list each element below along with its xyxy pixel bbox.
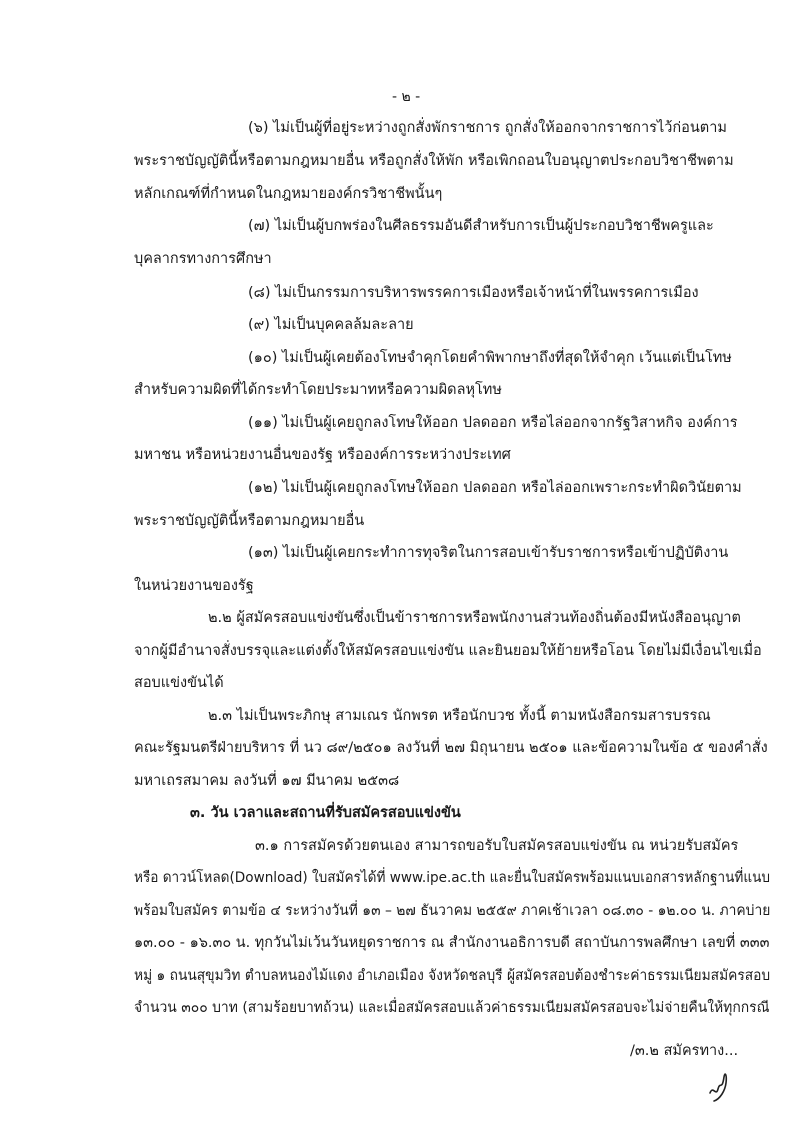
text-line: มหาชน หรือหน่วยงานอื่นของรัฐ หรือองค์การระหว่างประเทศ: [134, 447, 511, 463]
signature-mark: [704, 1063, 734, 1103]
text-line: (๑๒) ไม่เป็นผู้เคยถูกลงโทษให้ออก ปลดออก หรือไล่ออกเพราะกระทำผิดวินัยตาม: [248, 480, 742, 496]
text-line: ๒.๓ ไม่เป็นพระภิกษุ สามเณร นักพรต หรือนักบวช ทั้งนี้ ตามหนังสือกรมสารบรรณ: [208, 708, 711, 724]
section-heading: ๓. วัน เวลาและสถานที่รับสมัครสอบแข่งขัน: [190, 805, 461, 821]
text-line: (๑๐) ไม่เป็นผู้เคยต้องโทษจำคุกโดยคำพิพากษาถึงที่สุดให้จำคุก เว้นแต่เป็นโทษ: [248, 350, 732, 366]
text-line: (๑๓) ไม่เป็นผู้เคยกระทำการทุจริตในการสอบเข้ารับราชการหรือเข้าปฏิบัติงาน: [248, 545, 729, 561]
text-line: พระราชบัญญัตินี้หรือตามกฎหมายอื่น หรือถูกสั่งให้พัก หรือเพิกถอนใบอนุญาตประกอบวิชาชีพตาม: [134, 153, 734, 169]
continuation-note: /๓.๒ สมัครทาง...: [630, 1043, 739, 1059]
text-line: (๖) ไม่เป็นผู้ที่อยู่ระหว่างถูกสั่งพักราชการ ถูกสั่งให้ออกจากราชการไว้ก่อนตาม: [248, 120, 727, 136]
text-line: (๑๑) ไม่เป็นผู้เคยถูกลงโทษให้ออก ปลดออก หรือไล่ออกจากรัฐวิสาหกิจ องค์การ: [248, 415, 738, 431]
text-line: (๘) ไม่เป็นกรรมการบริหารพรรคการเมืองหรือเจ้าหน้าที่ในพรรคการเมือง: [248, 285, 699, 301]
text-line: พระราชบัญญัตินี้หรือตามกฎหมายอื่น: [134, 513, 365, 529]
text-line: หมู่ ๑ ถนนสุขุมวิท ตำบลหนองไม้แดง อำเภอเมือง จังหวัดชลบุรี ผู้สมัครสอบต้องชำระค่าธรรมเนียมสมัครสอบ: [134, 968, 771, 984]
text-line: สำหรับความผิดที่ได้กระทำโดยประมาทหรือความผิดลหุโทษ: [134, 382, 502, 398]
text-line: พร้อมใบสมัคร ตามข้อ ๔ ระหว่างวันที่ ๑๓ – ๒๗ ธันวาคม ๒๕๕๙ ภาคเช้าเวลา ๐๘.๓๐ - ๑๒.๐๐ น. ภาคบ่าย: [134, 903, 771, 919]
text-line: ๓.๑ การสมัครด้วยตนเอง สามารถขอรับใบสมัครสอบแข่งขัน ณ หน่วยรับสมัคร: [255, 838, 739, 854]
text-line: (๗) ไม่เป็นผู้บกพร่องในศีลธรรมอันดีสำหรับการเป็นผู้ประกอบวิชาชีพครูและ: [248, 218, 714, 234]
text-line: มหาเถรสมาคม ลงวันที่ ๑๗ มีนาคม ๒๕๓๘: [134, 773, 400, 789]
text-line: ในหน่วยงานของรัฐ: [134, 578, 254, 594]
text-line: คณะรัฐมนตรีฝ่ายบริหาร ที่ นว ๘๙/๒๕๐๑ ลงวันที่ ๒๗ มิถุนายน ๒๕๐๑ และข้อความในข้อ ๕ ของคำสั่ง: [134, 740, 768, 756]
text-line: ๒.๒ ผู้สมัครสอบแข่งขันซึ่งเป็นข้าราชการหรือพนักงานส่วนท้องถิ่นต้องมีหนังสืออนุญาต: [208, 610, 741, 626]
text-line: สอบแข่งขันได้: [134, 675, 224, 691]
text-line: บุคลากรทางการศึกษา: [134, 251, 272, 267]
text-line: (๙) ไม่เป็นบุคคลล้มละลาย: [248, 317, 414, 333]
text-line: หลักเกณฑ์ที่กำหนดในกฎหมายองค์กรวิชาชีพนั้นๆ: [134, 186, 443, 202]
text-line: หรือ ดาวน์โหลด(Download) ใบสมัครได้ที่ www.ipe.ac.th และยื่นใบสมัครพร้อมแนบเอกสารหลักฐานที่แนบ: [134, 870, 771, 886]
text-line: จำนวน ๓๐๐ บาท (สามร้อยบาทถ้วน) และเมื่อสมัครสอบแล้วค่าธรรมเนียมสมัครสอบจะไม่จ่ายคืนให้ทุกกรณี: [134, 1000, 770, 1016]
text-line: ๑๓.๐๐ - ๑๖.๓๐ น. ทุกวันไม่เว้นวันหยุดราชการ ณ สำนักงานอธิการบดี สถาบันการพลศึกษา เลขที่ ๓๓๓: [134, 935, 770, 951]
text-line: จากผู้มีอำนาจสั่งบรรจุและแต่งตั้งให้สมัครสอบแข่งขัน และยินยอมให้ย้ายหรือโอน โดยไม่มีเงื่อนไขเมื่อ: [134, 643, 762, 659]
page-number: - ๒ -: [392, 89, 421, 105]
